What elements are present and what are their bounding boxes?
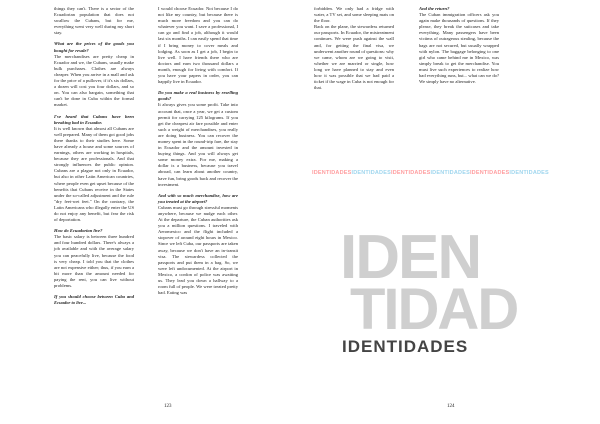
page-number-left: 123 [164,404,172,409]
paragraph: The merchandises are pretty cheap in Ecuador and we, the Cubans, usually make bulk purchases. Clothes are always cheaper. When you arrive in a mall and ask for the price of a pullover, if it's six dollars, a dozen will cost you four dollars, and so on. You can also bargain, something that can't be done in Cuba within the formal market. [54,53,134,108]
paragraph: forbidden. We only had a fridge with water, a TV set, and some sleeping mats on the floor. [314,6,394,24]
interview-question: I've heard that Cubans have been breaking bad in Ecuador. [54,113,134,125]
interview-question: And the return? [419,6,450,11]
text-column-1 [54,6,134,306]
paragraph: It is well known that almost all Cubans are well prepared. Many of them got good jobs there thanks to their studies here. Some have already a house and some sources of earnings, others are working in hospitals, because they are professionals. And that strongly influences the public opinion. Cubans are a plague not only in Ecuador, but also in other Latin American countries, where people even get upset because of the benefits that Cubans receive in the States under the so-called adjustment and the rule "dry feet-wet feet." On the contrary, the Latin Americans who illegally enter the US do not enjoy any benefit, but fear the risk of deportation. [54,125,134,223]
watermark-wordmark: IDENTIDADES [342,336,469,356]
banner-word: IDENTIDADES [390,170,431,176]
interview-question: How do Ecuadorian live? [54,228,103,234]
paragraph: I would choose Ecuador. Not because I do not like my country, but because there is much more freedom and you can do whatever you want. I save a professional, I can go and find a job, although it would last six months. I can easily spend that time if I bring money to cover meals and lodging. As soon as I get a job, I begin to live well. I have friends there who are doctors and earn two thousand dollars a month, enough for living with comfort. If you have your papers in order, you can happily live in Ecuador. [158,6,238,85]
interview-question: What are the prices of the goods you bought for resale? [54,41,134,53]
paragraph: Back on the plane, the stewardess returned our passports. In Ecuador, the mistreatment continues. We were push against the wall and, for getting the final visa, we underwent another round of questions: why we came, whom are we going to visit, whether we are married or single, how long we have planned to stay and even how it was possible that we had paid a ticket if the wage in Cuba is not enough for that. [314,24,394,91]
watermark-line: TIDAD [350,276,518,342]
text-column-3 [314,6,394,91]
banner-word: IDENTIDADES [469,170,510,176]
identidades-watermark-logo [340,223,518,356]
banner-word: IDENTIDADES [312,170,352,176]
page-number-right: 124 [447,404,455,409]
text-column-4 [419,6,499,85]
paragraph: Cubans must go through stressful moments anywhere, because we nudge each other. At the departure, the Cuban authorities ask you a million questions. I traveled with Aeromexico and the flight included a stopover of around eight hours in Mexico. Since we left Cuba, our passports are taken away, because we don't have an in-transit visa. The stewardess collected the passports and put them in a bag. So, we were left undocumented. At the airport in Mexico, a cordon of police was awaiting us. They lead you down a hallway to a room full of people. We were treated pretty bad. Eating was [158,204,238,296]
paragraph: things they can't. There is a sector of the Ecuadorian population that does not swallow the Cubans, but for me, everything went very well during my short stay. [54,6,134,36]
interview-question: If you should choose between Cuba and Ecuador to live... [54,294,134,306]
banner-word: IDENTIDADES [351,170,391,176]
interview-question: Do you make a real business by reselling goods? [158,90,238,102]
interview-question: And with so much merchandise, how are you treated at the airport? [158,192,238,204]
identidades-banner [312,170,549,177]
paragraph: The basic salary is between three hundred and four hundred dollars. There's always a job available and with the average salary you can peacefully live, because the food is very cheap. I told you that the clothes are not expensive either; thus, if you earn a bit more than the amount needed for paying the rent, you can live without problems. [54,234,134,289]
banner-word: IDENTIDADES [430,170,470,176]
banner-word: IDENTIDADES [509,170,549,176]
text-column-2 [158,6,238,296]
watermark-line: IDEN [340,223,481,292]
paragraph: The Cuban immigration officers ask you again make thousands of questions. If they please, they break the suitcases and take everything. Many passengers have been victims of outrageous stealing, because the bags are not secured, but usually wrapped with nylon. The baggage belonging to one girl who came behind me in Mexico, was simply break to get the merchandise. You must live such experiences to realize how bad everything runs, but... what can we do? We simply have no alternative. [419,12,499,85]
paragraph: It always gives you some profit. Take into account that, once a year, we get a custom permit for carrying 125 kilograms. If you get the cheapest air fare possible and enter such a weight of merchandises, you really are doing business. You can recover the money spent in the round-trip fare, the stay in Ecuador and the amount invested in buying things. And you will always get some money extra. For me, making a dollar is a business, because you travel abroad, can learn about another country, have fun, bring goods back and recover the investment. [158,102,238,187]
